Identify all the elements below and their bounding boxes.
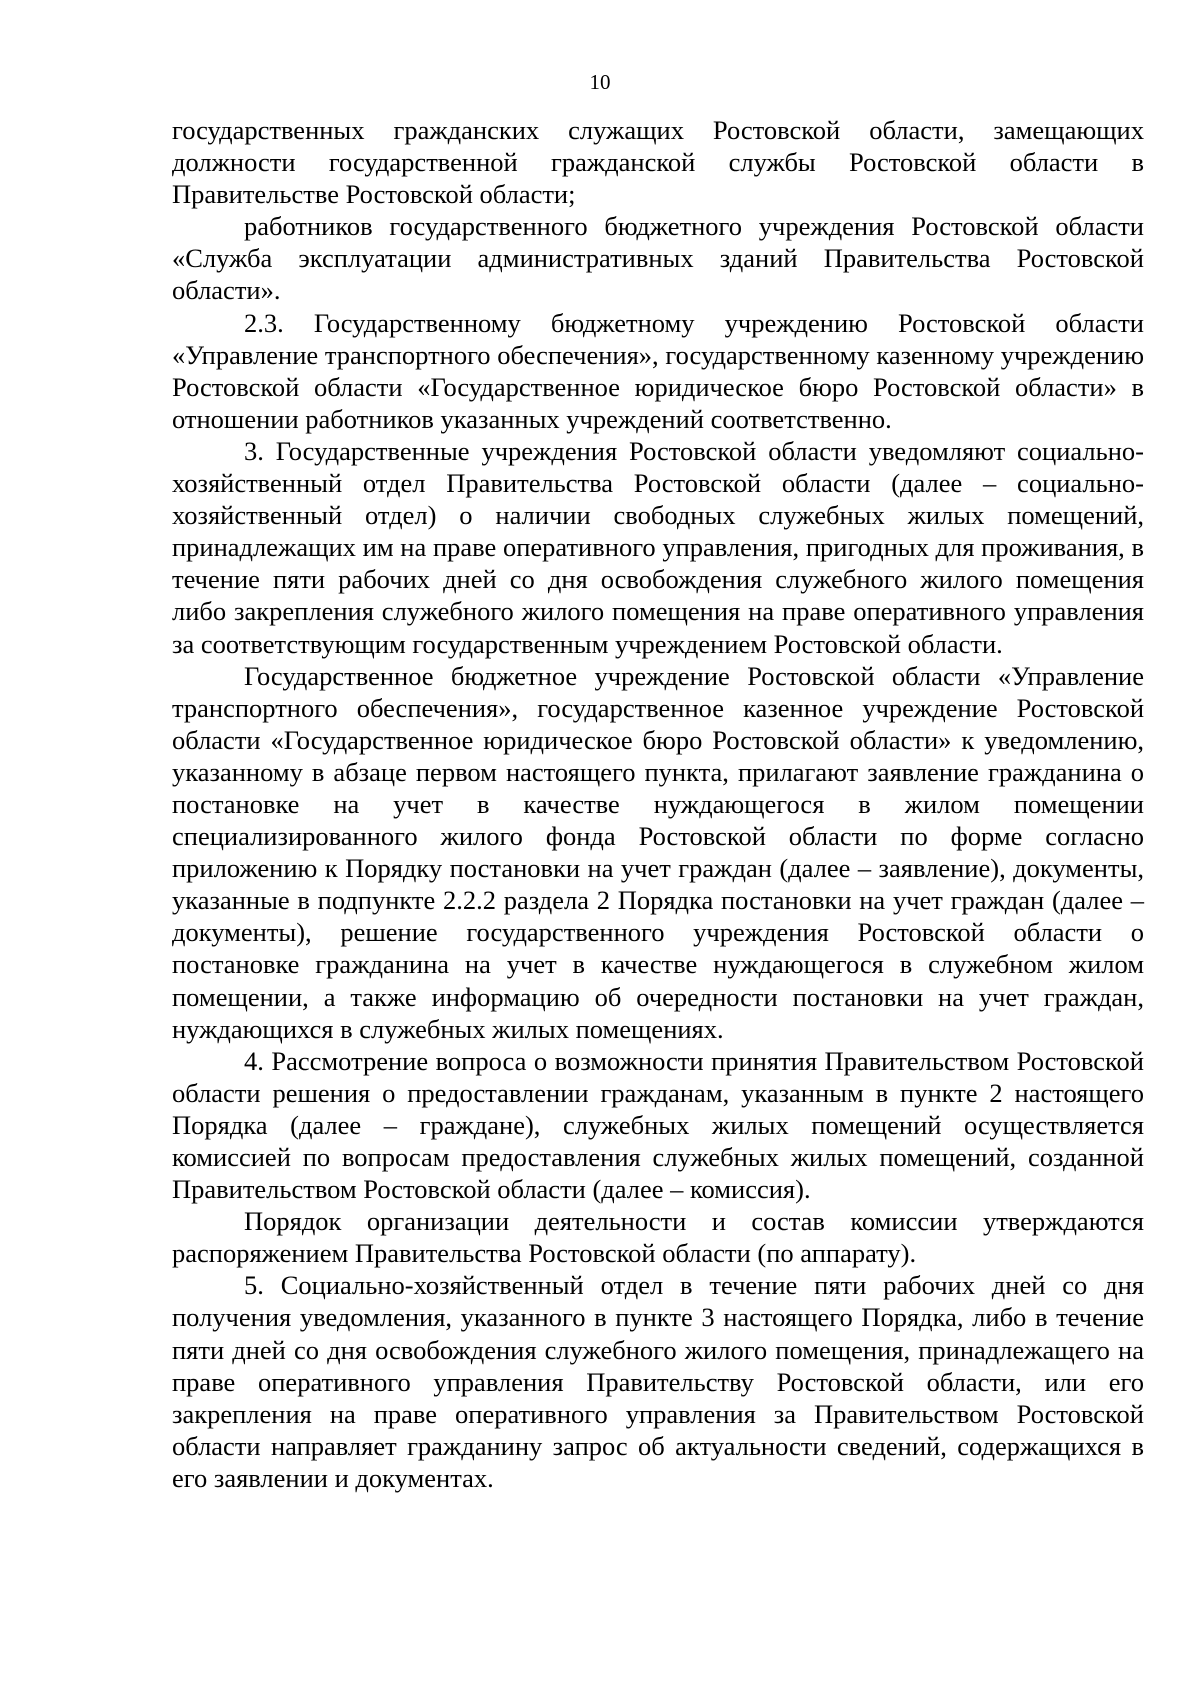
paragraph: 3. Государственные учреждения Ростовской области уведомляют социально-хозяйственный отдел Правительства Ростовской области (далее – социально-хозяйственный отдел) о наличии свободных служебных жилых помещений, принадлежащих им на праве оперативного управления, пригодных для проживания, в течение пяти рабочих дней со дня освобождения служебного жилого помещения либо закрепления служебного жилого помещения на праве оперативного управления за соответствующим государственным учреждением Ростовской области. [172, 435, 1144, 659]
paragraph: Государственное бюджетное учреждение Ростовской области «Управление транспортного обеспечения», государственное казенное учреждение Ростовской области «Государственное юридическое бюро Ростовской области» к уведомлению, указанному в абзаце первом настоящего пункта, прилагают заявление гражданина о постановке на учет в качестве нуждающегося в жилом помещении специализированного жилого фонда Ростовской области по форме согласно приложению к Порядку постановки на учет граждан (далее – заявление), документы, указанные в подпункте 2.2.2 раздела 2 Порядка постановки на учет граждан (далее – документы), решение государственного учреждения Ростовской области о постановке гражданина на учет в качестве нуждающегося в служебном жилом помещении, а также информацию об очередности постановки на учет граждан, нуждающихся в служебных жилых помещениях. [172, 660, 1144, 1044]
paragraph-continuation: государственных гражданских служащих Ростовской области, замещающих должности государственной гражданской службы Ростовской области в Правительстве Ростовской области; [172, 115, 1144, 210]
paragraph: 5. Социально-хозяйственный отдел в течение пяти рабочих дней со дня получения уведомления, указанного в пункте 3 настоящего Порядка, либо в течение пяти дней со дня освобождения служебного жилого помещения, принадлежащего на праве оперативного управления Правительству Ростовской области, или его закрепления на праве оперативного управления за Правительством Ростовской области направляет гражданину запрос об актуальности сведений, содержащихся в его заявлении и документах. [172, 1270, 1144, 1493]
document-body [172, 114, 1144, 1494]
paragraph: 2.3. Государственному бюджетному учреждению Ростовской области «Управление транспортного обеспечения», государственному казенному учреждению Ростовской области «Государственное юридическое бюро Ростовской области» в отношении работников указанных учреждений соответственно. [172, 307, 1144, 434]
paragraph: 4. Рассмотрение вопроса о возможности принятия Правительством Ростовской области решения о предоставлении гражданам, указанным в пункте 2 настоящего Порядка (далее – граждане), служебных жилых помещений осуществляется комиссией по вопросам предоставления служебных жилых помещений, созданной Правительством Ростовской области (далее – комиссия). [172, 1045, 1144, 1205]
paragraph: Порядок организации деятельности и состав комиссии утверждаются распоряжением Правительства Ростовской области (по аппарату). [172, 1206, 1144, 1269]
page-number: 10 [589, 70, 611, 94]
paragraph: работников государственного бюджетного учреждения Ростовской области «Служба эксплуатации административных зданий Правительства Ростовской области». [172, 211, 1144, 306]
